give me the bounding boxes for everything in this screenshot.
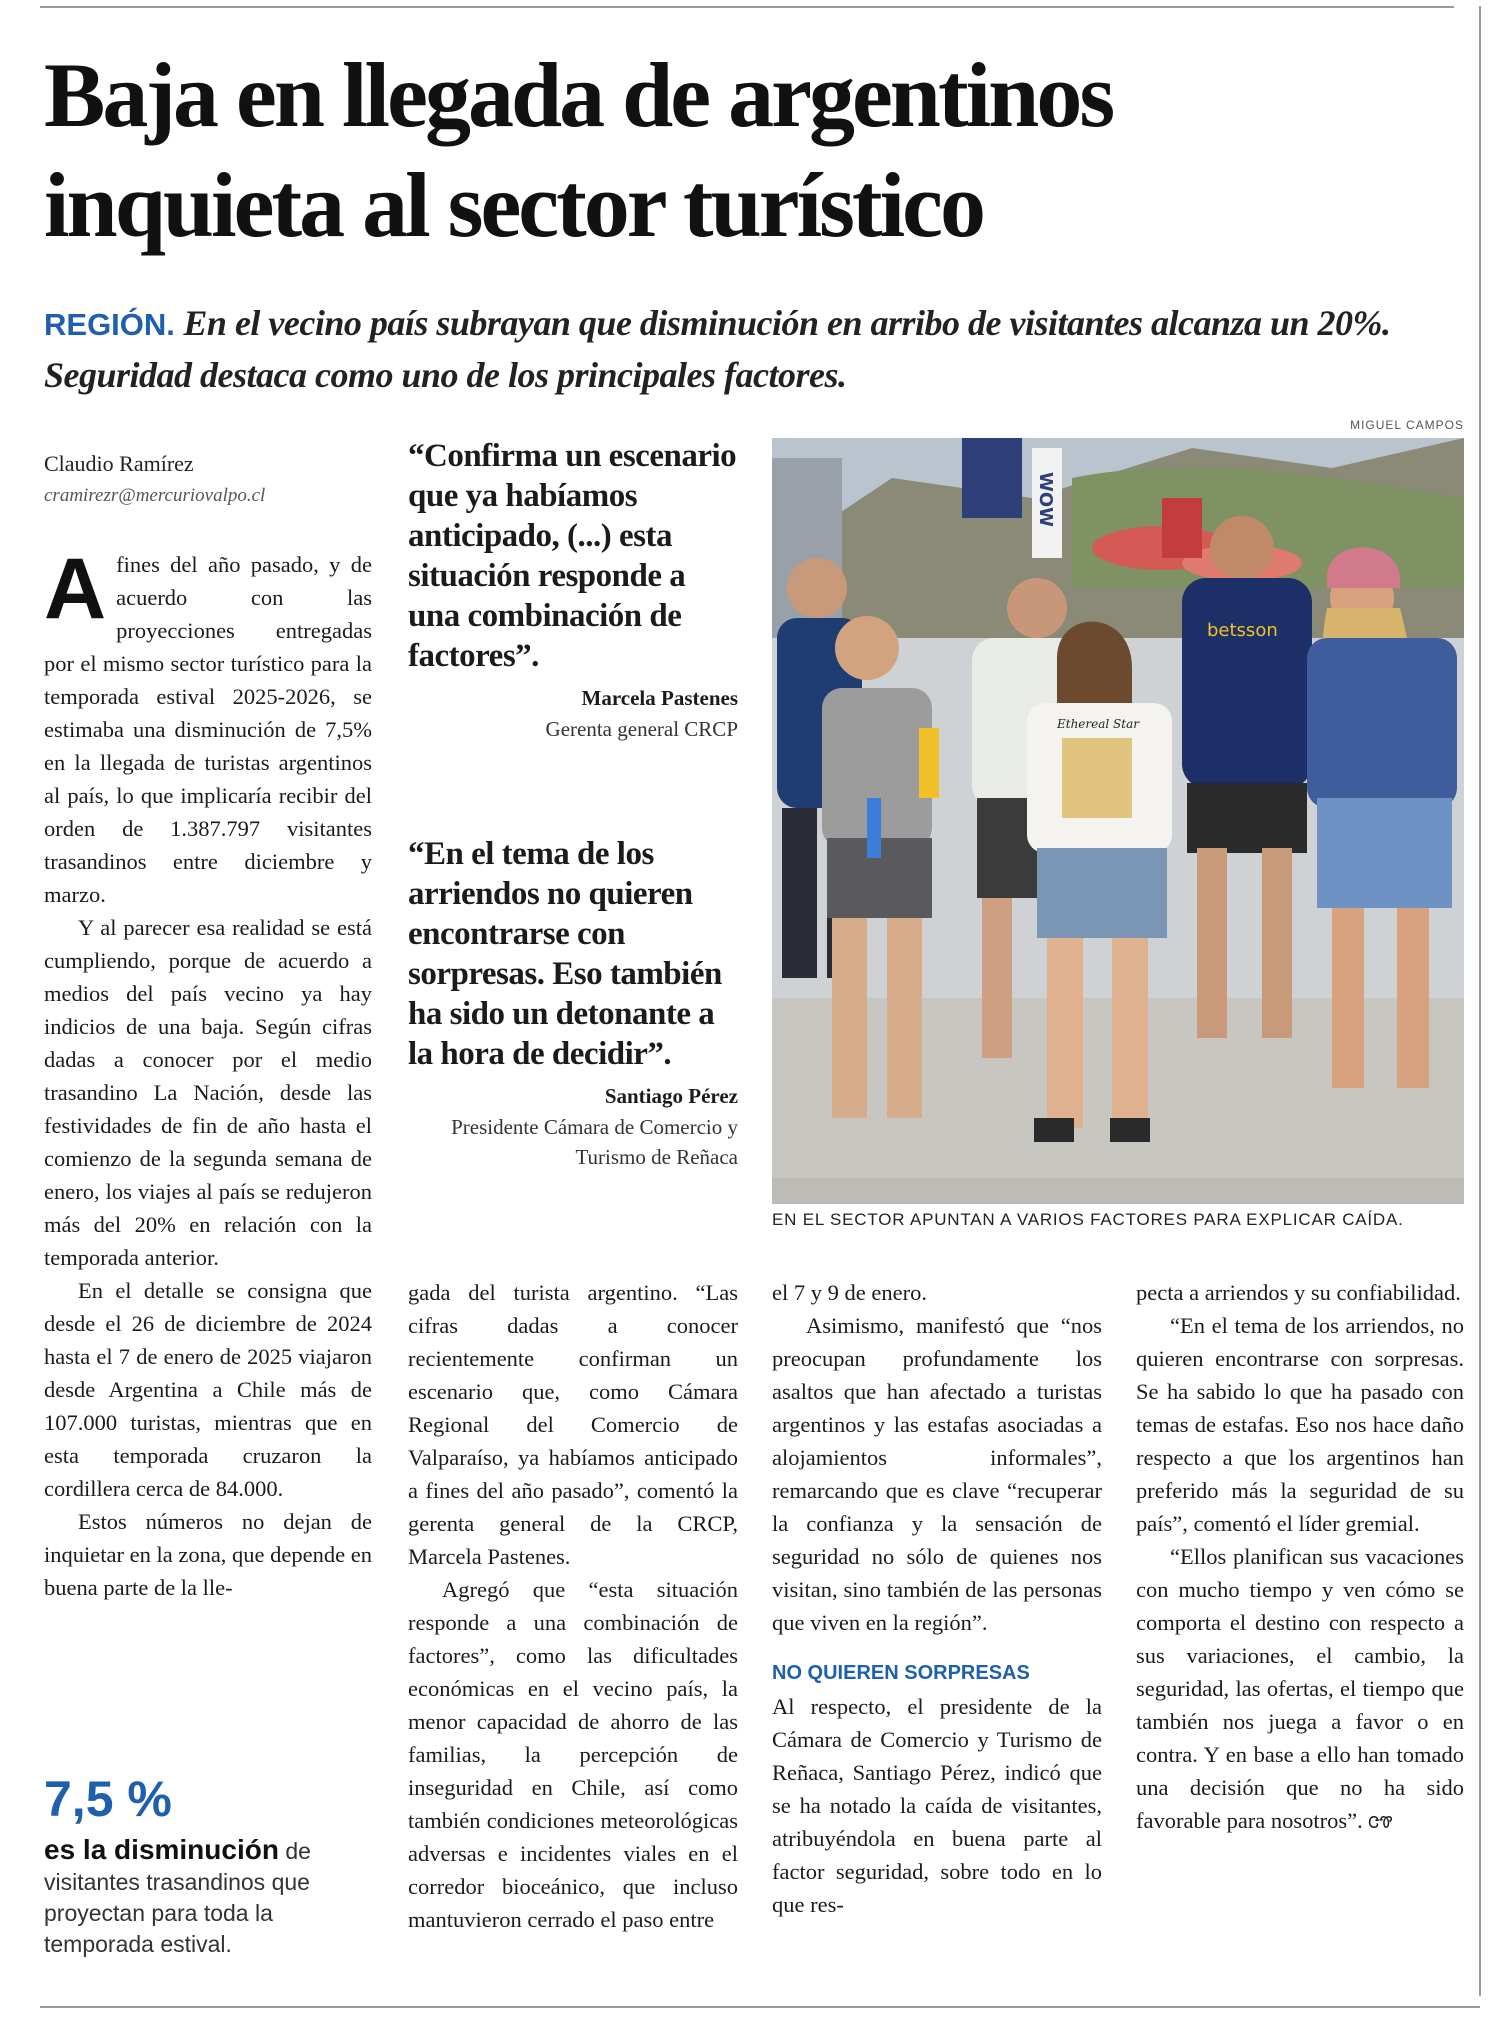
byline-author: Claudio Ramírez — [44, 451, 194, 476]
body-paragraph: En el detalle se consigna que desde el 26 de diciembre de 2024 hasta el 7 de enero de 2025 viajaron desde Argentina a Chile más de 107.000 turistas, mientras que en esta temporada cruzaron la cordillera cerca de 84.000. — [44, 1278, 372, 1501]
dropcap: A — [44, 541, 107, 637]
pull-quote-role: Gerenta general CRCP — [545, 717, 738, 741]
body-paragraph: Y al parecer esa realidad se está cumpliendo, porque de acuerdo a medios del país vecino ya hay indicios de una baja. Según cifras dadas a conocer por el medio trasandino La Nación, desde las festividades de fin de año hasta el comienzo de la segunda semana de enero, los viajes al país se redujeron más del 20% en relación con la temporada anterior. — [44, 915, 372, 1270]
photo-illustration — [772, 438, 1464, 1204]
pull-quote-name: Santiago Pérez — [604, 1084, 738, 1108]
body-column-1 — [44, 541, 372, 1604]
deck-kicker: REGIÓN. — [44, 307, 175, 342]
stat-value: 7,5 % — [44, 1771, 172, 1827]
pull-quote-1 — [408, 436, 738, 744]
body-column-2 — [408, 1276, 738, 1936]
body-paragraph: Estos números no dejan de inquietar en la zona, que depende en buena parte de la lle- — [44, 1509, 372, 1600]
pull-quote-text: “En el tema de los arriendos no quieren encontrarse con sorpresas. Eso también ha sido un detonante a la hora de decidir”. — [408, 836, 722, 1072]
body-paragraph: “En el tema de los arriendos, no quieren encontrarse con sorpresas. Se ha sabido lo que ha pasado con temas de estafas. Eso nos hace daño respecto a que los argentinos han preferido más la seguridad de su país”, comentó el líder gremial. — [1136, 1313, 1464, 1536]
headline-line-2: inquieta al sector turístico — [44, 154, 983, 256]
body-paragraph: el 7 y 9 de enero. — [772, 1280, 927, 1305]
pull-quote-role: Presidente Cámara de Comercio y Turismo de Reñaca — [451, 1115, 738, 1169]
deck-text: En el vecino país subrayan que disminución en arribo de visitantes alcanza un 20%. Seguridad destaca como uno de los principales factores. — [44, 303, 1391, 395]
body-paragraph: gada del turista argentino. “Las cifras dadas a conocer recientemente confirman un escenario que, como Cámara Regional del Comercio de Valparaíso, ya habíamos anticipado a fines del año pasado”, comentó la gerenta general de la CRCP, Marcela Pastenes. — [408, 1280, 738, 1569]
sign-text: WOW — [1035, 472, 1056, 528]
stat-text: es la disminución de visitantes trasandinos que proyectan para toda la temporada estival. — [44, 1834, 311, 1957]
photo-credit: MIGUEL CAMPOS — [1350, 418, 1464, 432]
body-paragraph: pecta a arriendos y su confiabilidad. — [1136, 1280, 1461, 1305]
pull-quote-text: “Confirma un escenario que ya habíamos anticipado, (...) esta situación responde a una combinación de factores”. — [408, 438, 737, 674]
stat-box — [44, 1770, 374, 1960]
bottom-rule — [40, 2006, 1480, 2008]
shirt-text: Ethereal Star — [1057, 717, 1139, 731]
body-paragraph: Agregó que “esta situación responde a una combinación de factores”, como las dificultades económicas en el vecino país, la menor capacidad de ahorro de las familias, la percepción de inseguridad en Chile, así como también condiciones meteorológicas adversas e incidentes viales en el corredor bioceánico, que incluso mantuvieron cerrado el paso entre — [408, 1577, 738, 1932]
body-paragraph: “Ellos planifican sus vacaciones con mucho tiempo y ven cómo se comporta el destino con respecto a sus variaciones, el cambio, la seguridad, las ofertas, el tiempo que también nos juega a favor o en contra. Y en base a ello han tomado una decisión que no ha sido favorable para nosotros”. ᏣᏡ — [1136, 1544, 1464, 1833]
body-paragraph: Al respecto, el presidente de la Cámara de Comercio y Turismo de Reñaca, Santiago Pérez, indicó que se ha notado la caída de visitantes, atribuyéndola en buena parte al factor seguridad, sobre todo en lo que res- — [772, 1694, 1102, 1917]
body-column-3 — [772, 1276, 1102, 1921]
pull-quote-2 — [408, 834, 738, 1172]
pull-quote-name: Marcela Pastenes — [581, 686, 738, 710]
body-column-4 — [1136, 1276, 1464, 1839]
body-paragraph: Asimismo, manifestó que “nos preocupan profundamente los asaltos que han afectado a turistas argentinos y las estafas asociadas a alojamientos informales”, remarcando que es clave “recuperar la confianza y la sensación de seguridad no sólo de quienes nos visitan, sino también de las personas que viven en la región”. — [772, 1313, 1102, 1635]
photo-caption: EN EL SECTOR APUNTAN A VARIOS FACTORES PARA EXPLICAR CAÍDA. — [772, 1210, 1404, 1229]
shirt-text: betsson — [1207, 620, 1278, 641]
headline — [44, 40, 1464, 260]
top-rule — [40, 6, 1454, 8]
byline — [44, 450, 344, 514]
right-rule — [1479, 6, 1481, 1996]
byline-email[interactable]: cramirezr@mercuriovalpo.cl — [44, 485, 266, 506]
headline-line-1: Baja en llegada de argentinos — [44, 44, 1113, 146]
news-photo — [772, 438, 1464, 1204]
end-mark: ᏣᏡ — [1368, 1813, 1393, 1832]
deck — [44, 298, 1464, 400]
stat-bold-text: es la disminución — [44, 1834, 279, 1865]
subhead: NO QUIEREN SORPRESAS — [772, 1662, 1030, 1684]
body-paragraph: A fines del año pasado, y de acuerdo con las proyecciones entregadas por el mismo sector turístico para la temporada estival 2025-2026, se estimaba una disminución de 7,5% en la llegada de turistas argentinos al país, lo que implicaría recibir del orden de 1.387.797 visitantes trasandinos entre diciembre y marzo. — [44, 541, 372, 907]
